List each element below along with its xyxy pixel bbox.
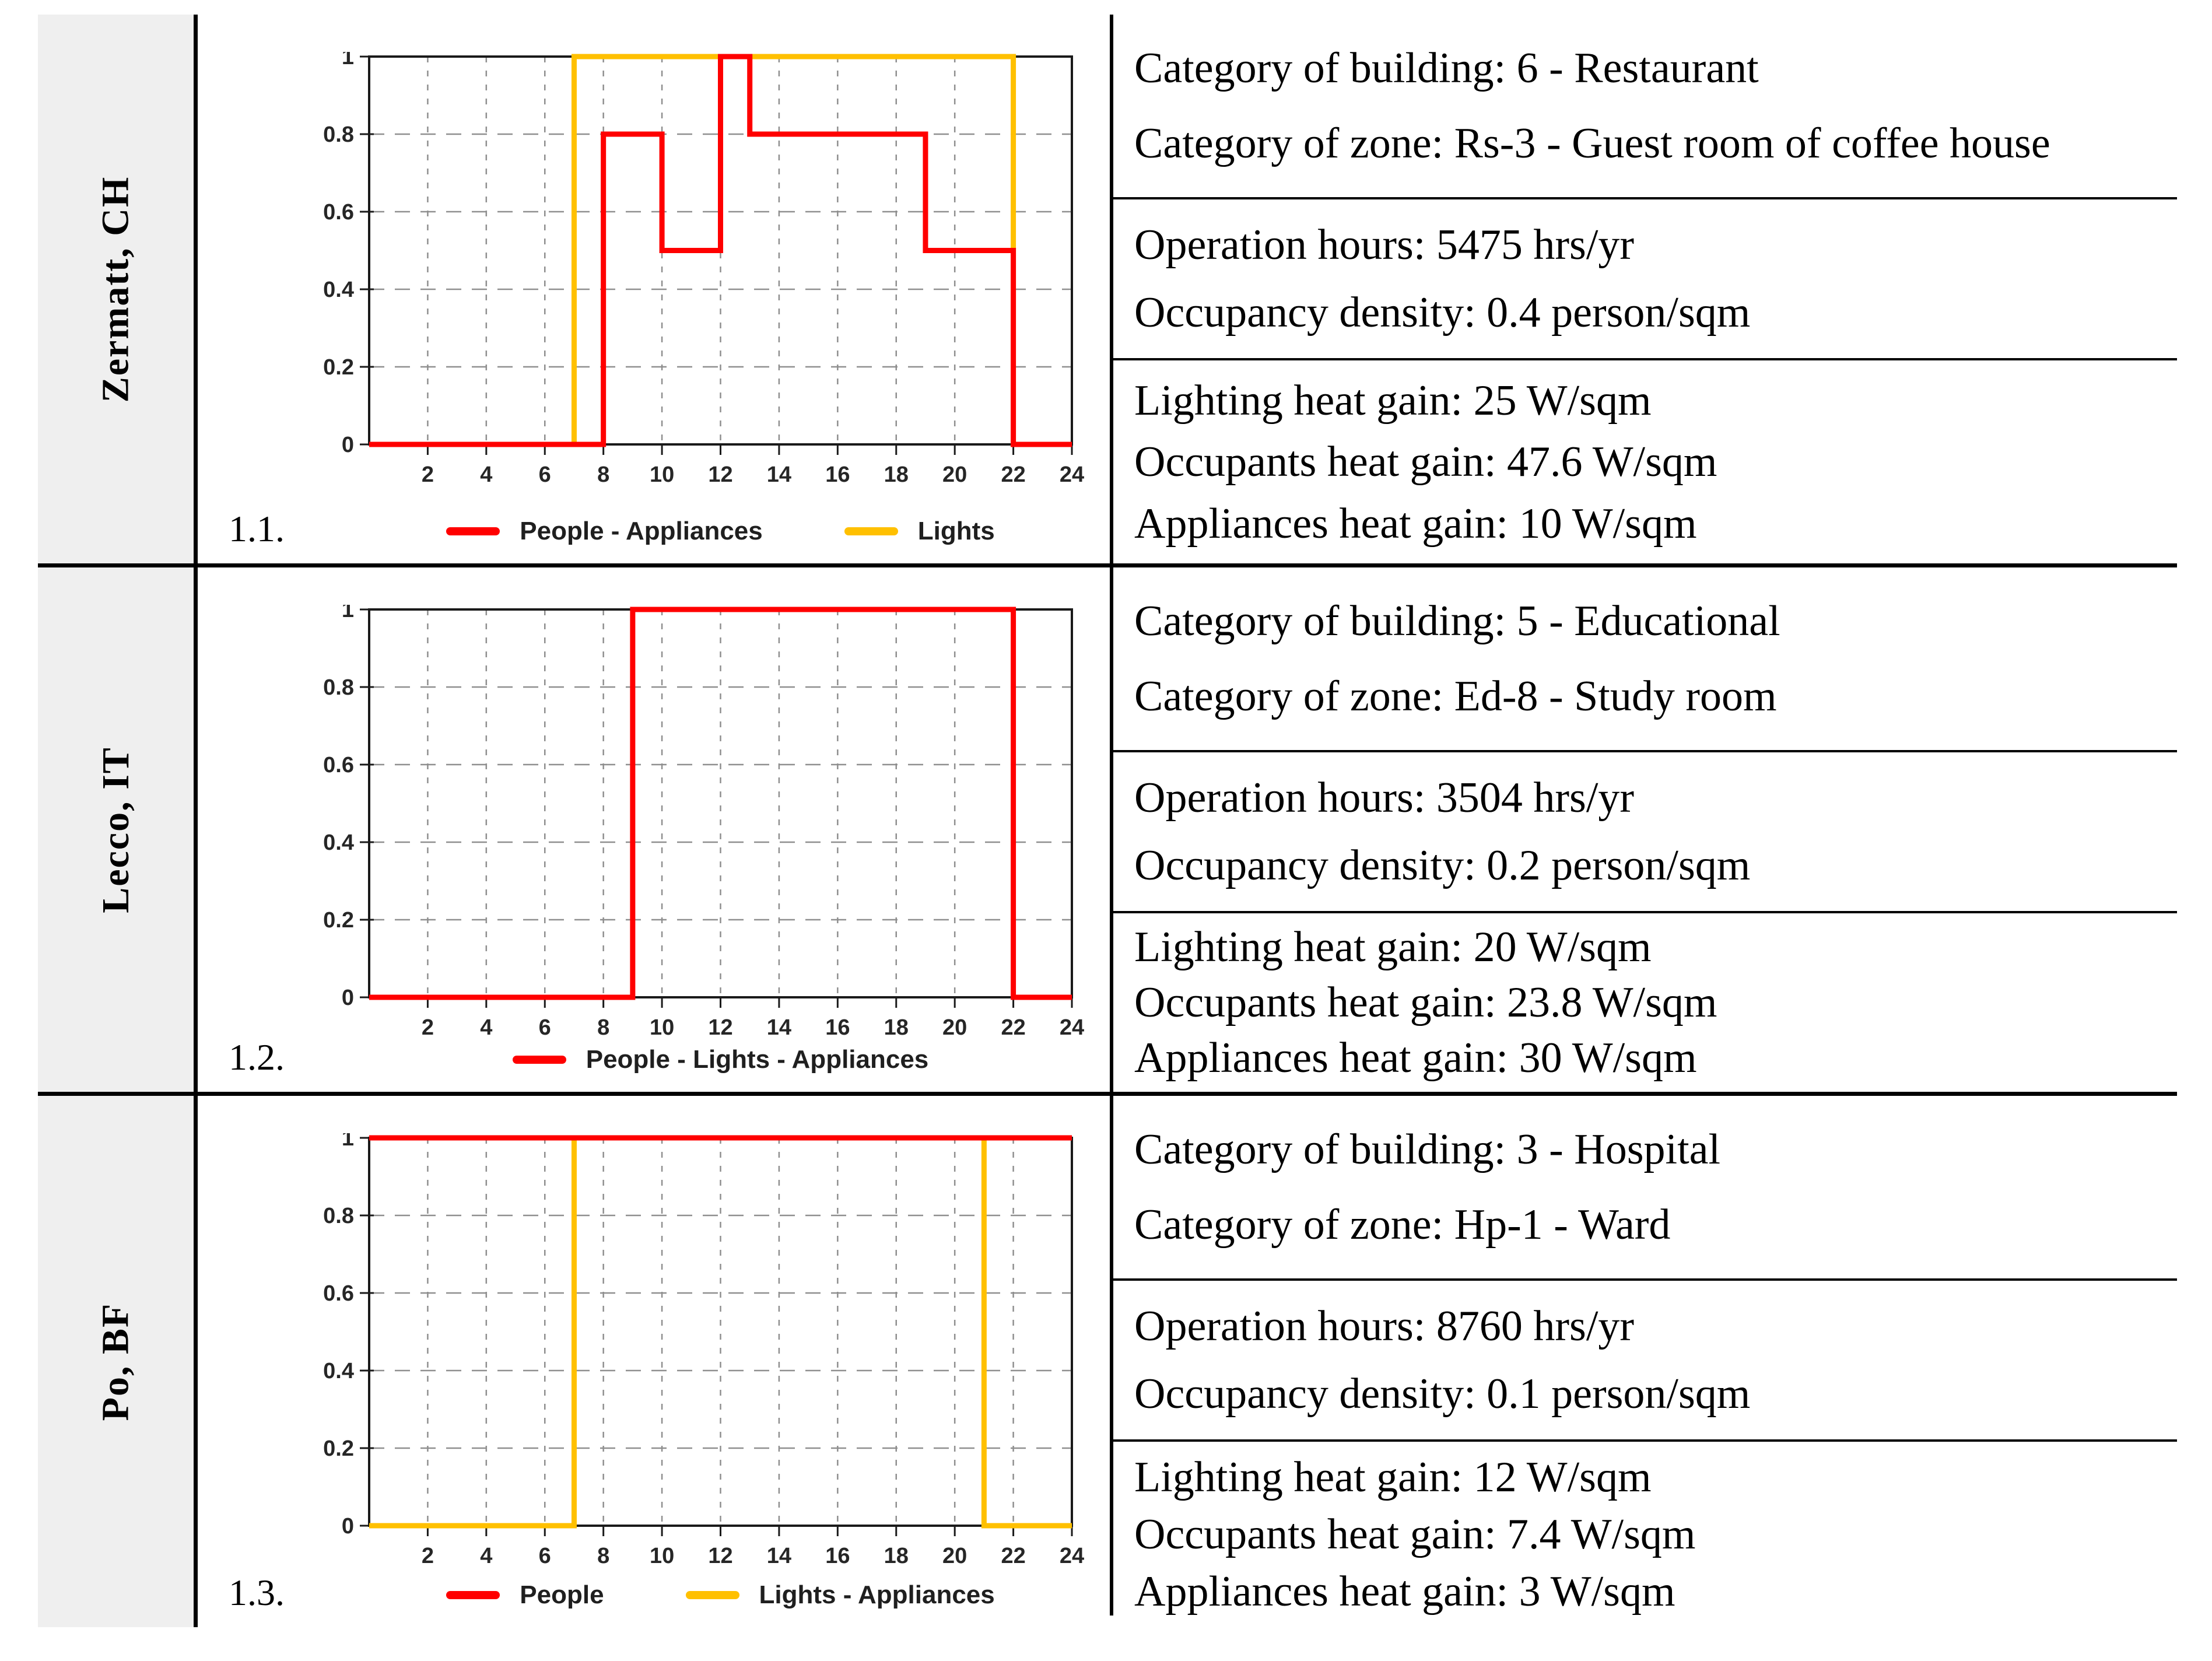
svg-text:6: 6 — [538, 1015, 551, 1040]
svg-text:0.8: 0.8 — [323, 1204, 354, 1228]
svg-text:1: 1 — [341, 52, 354, 69]
legend-swatch-orange — [844, 527, 898, 535]
svg-text:0.4: 0.4 — [323, 1359, 354, 1383]
svg-text:0.6: 0.6 — [323, 753, 354, 777]
info-panel — [1113, 15, 2177, 563]
lighting-heat-gain-text: Lighting heat gain: 12 W/sqm — [1134, 1453, 1652, 1501]
location-cell — [38, 15, 194, 563]
svg-text:0: 0 — [341, 1514, 354, 1539]
schedule-chart-svg — [299, 52, 1086, 500]
svg-text:20: 20 — [942, 462, 967, 487]
svg-text:14: 14 — [766, 462, 792, 487]
svg-text:2: 2 — [421, 1544, 434, 1568]
legend-label: People - Appliances — [520, 517, 763, 545]
svg-text:12: 12 — [708, 1544, 733, 1568]
svg-text:6: 6 — [538, 462, 551, 487]
row-po — [0, 1096, 2212, 1627]
svg-text:16: 16 — [825, 462, 850, 487]
heat-gain-group — [1113, 1442, 2177, 1627]
category-group — [1113, 567, 2177, 750]
legend-label: Lights — [917, 517, 995, 545]
svg-text:18: 18 — [884, 1544, 909, 1568]
legend-swatch-red — [446, 527, 500, 535]
appliances-heat-gain-text: Appliances heat gain: 10 W/sqm — [1134, 499, 1697, 548]
category-group — [1113, 15, 2177, 197]
operation-hours-text: Operation hours: 5475 hrs/yr — [1134, 221, 1635, 269]
svg-text:10: 10 — [649, 1544, 675, 1568]
heat-gain-group — [1113, 913, 2177, 1092]
chart-legend — [369, 1045, 1072, 1074]
svg-text:0.6: 0.6 — [323, 1281, 354, 1306]
svg-text:8: 8 — [597, 1544, 610, 1568]
svg-text:6: 6 — [538, 1544, 551, 1568]
chart-legend — [369, 517, 1072, 546]
svg-text:8: 8 — [597, 1015, 610, 1040]
svg-text:0.8: 0.8 — [323, 122, 354, 147]
svg-text:14: 14 — [766, 1544, 792, 1568]
legend-item — [686, 1581, 995, 1610]
chart-legend — [369, 1581, 1072, 1610]
svg-text:2: 2 — [421, 1015, 434, 1040]
appliances-heat-gain-text: Appliances heat gain: 30 W/sqm — [1134, 1034, 1697, 1082]
legend-item — [446, 517, 762, 546]
svg-text:10: 10 — [649, 462, 675, 487]
legend-swatch-orange — [686, 1591, 739, 1599]
legend-swatch-red — [513, 1056, 566, 1064]
svg-text:18: 18 — [884, 1015, 909, 1040]
svg-text:4: 4 — [480, 1544, 493, 1568]
legend-swatch-red — [446, 1591, 500, 1599]
legend-label: People - Lights - Appliances — [586, 1045, 929, 1074]
location-label: Zermatt, CH — [94, 176, 137, 402]
figure-number: 1.2. — [229, 1036, 285, 1078]
location-label: Lecco, IT — [94, 746, 137, 913]
svg-text:22: 22 — [1001, 1544, 1026, 1568]
svg-text:0.2: 0.2 — [323, 355, 354, 380]
location-cell — [38, 567, 194, 1092]
svg-text:24: 24 — [1059, 1544, 1085, 1568]
building-category-text: Category of building: 6 - Restaurant — [1134, 44, 1759, 92]
svg-text:22: 22 — [1001, 1015, 1026, 1040]
svg-text:1: 1 — [341, 605, 354, 622]
zone-category-text: Category of zone: Ed-8 - Study room — [1134, 672, 1777, 720]
svg-text:0.2: 0.2 — [323, 1436, 354, 1461]
schedule-chart — [299, 1133, 1086, 1582]
location-label: Po, BF — [94, 1302, 137, 1421]
building-category-text: Category of building: 3 - Hospital — [1134, 1126, 1721, 1173]
svg-text:0.6: 0.6 — [323, 200, 354, 225]
zone-category-text: Category of zone: Hp-1 - Ward — [1134, 1201, 1671, 1249]
chart-cell — [198, 1096, 1110, 1627]
row-divider-2 — [38, 1092, 2177, 1096]
operation-group — [1113, 1281, 2177, 1439]
legend-label: People — [520, 1581, 604, 1609]
figure-number: 1.1. — [229, 508, 285, 549]
schedule-chart-svg — [299, 605, 1086, 1053]
zone-category-text: Category of zone: Rs-3 - Guest room of coffee house — [1134, 120, 2050, 167]
operation-hours-text: Operation hours: 3504 hrs/yr — [1134, 774, 1635, 822]
row-zermatt — [0, 15, 2212, 563]
svg-text:12: 12 — [708, 462, 733, 487]
legend-item — [446, 1581, 604, 1610]
svg-text:0: 0 — [341, 986, 354, 1010]
svg-text:0: 0 — [341, 433, 354, 457]
occupants-heat-gain-text: Occupants heat gain: 23.8 W/sqm — [1134, 979, 1717, 1026]
occupancy-density-text: Occupancy density: 0.2 person/sqm — [1134, 841, 1751, 889]
building-category-text: Category of building: 5 - Educational — [1134, 597, 1780, 645]
occupancy-density-text: Occupancy density: 0.4 person/sqm — [1134, 288, 1751, 337]
schedule-chart — [299, 52, 1086, 500]
row-lecco — [0, 567, 2212, 1092]
info-panel — [1113, 1096, 2177, 1627]
operation-group — [1113, 199, 2177, 358]
legend-item — [844, 517, 995, 546]
occupants-heat-gain-text: Occupants heat gain: 7.4 W/sqm — [1134, 1511, 1696, 1558]
svg-text:12: 12 — [708, 1015, 733, 1040]
svg-text:24: 24 — [1059, 1015, 1085, 1040]
category-group — [1113, 1096, 2177, 1278]
chart-cell — [198, 567, 1110, 1092]
lighting-heat-gain-text: Lighting heat gain: 20 W/sqm — [1134, 923, 1652, 971]
svg-text:2: 2 — [421, 462, 434, 487]
svg-text:0.2: 0.2 — [323, 908, 354, 933]
svg-text:14: 14 — [766, 1015, 792, 1040]
heat-gain-group — [1113, 360, 2177, 563]
svg-text:20: 20 — [942, 1544, 967, 1568]
location-cell — [38, 1096, 194, 1627]
operation-hours-text: Operation hours: 8760 hrs/yr — [1134, 1302, 1635, 1351]
info-panel — [1113, 567, 2177, 1092]
legend-label: Lights - Appliances — [759, 1581, 995, 1609]
operation-group — [1113, 752, 2177, 911]
schedule-chart — [299, 605, 1086, 1053]
svg-text:16: 16 — [825, 1544, 850, 1568]
svg-text:16: 16 — [825, 1015, 850, 1040]
svg-text:24: 24 — [1059, 462, 1085, 487]
occupancy-density-text: Occupancy density: 0.1 person/sqm — [1134, 1369, 1751, 1418]
legend-item — [513, 1045, 929, 1074]
figure-number: 1.3. — [229, 1572, 285, 1613]
svg-text:10: 10 — [649, 1015, 675, 1040]
lighting-heat-gain-text: Lighting heat gain: 25 W/sqm — [1134, 376, 1652, 425]
chart-cell — [198, 15, 1110, 563]
svg-text:1: 1 — [341, 1133, 354, 1151]
svg-text:22: 22 — [1001, 462, 1026, 487]
svg-text:0.4: 0.4 — [323, 831, 354, 855]
svg-text:20: 20 — [942, 1015, 967, 1040]
schedule-chart-svg — [299, 1133, 1086, 1582]
occupants-heat-gain-text: Occupants heat gain: 47.6 W/sqm — [1134, 438, 1717, 486]
svg-text:4: 4 — [480, 1015, 493, 1040]
svg-text:8: 8 — [597, 462, 610, 487]
row-divider-1 — [38, 563, 2177, 567]
appliances-heat-gain-text: Appliances heat gain: 3 W/sqm — [1134, 1568, 1675, 1616]
svg-text:0.8: 0.8 — [323, 675, 354, 700]
svg-text:18: 18 — [884, 462, 909, 487]
svg-text:4: 4 — [480, 462, 493, 487]
svg-text:0.4: 0.4 — [323, 278, 354, 302]
